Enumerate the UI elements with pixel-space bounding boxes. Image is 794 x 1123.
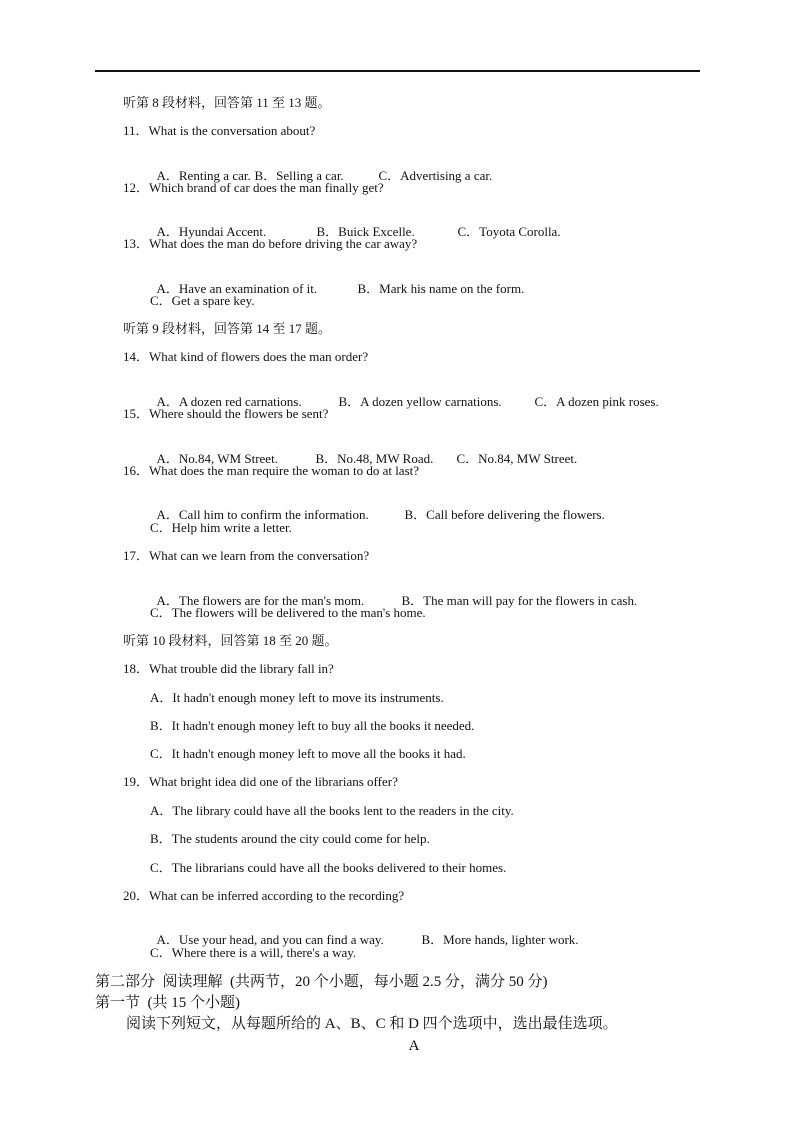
section-header: 听第 8 段材料，回答第 11 至 13 题。 <box>123 95 331 110</box>
question-text: 12．Which brand of car does the man finally get? <box>123 180 384 195</box>
passage-label: A <box>408 1038 420 1054</box>
option-a: A．Call him to confirm the information. <box>156 507 369 522</box>
option-b: B．More hands, lighter work. <box>421 932 579 947</box>
question-text: 15．Where should the flowers be sent? <box>123 406 329 421</box>
question-text: 14．What kind of flowers does the man order? <box>123 349 369 364</box>
option-c: C．Toyota Corolla. <box>457 224 561 239</box>
option-c: C．It hadn't enough money left to move all the books it had. <box>150 746 466 761</box>
question-text: 16．What does the man require the woman to do at last? <box>123 463 420 478</box>
question-text: 20．What can be inferred according to the recording? <box>123 888 405 903</box>
option-a: A．No.84, WM Street. <box>156 451 278 466</box>
part-title: 第二部分 阅读理解 (共两节，20 个小题，每小题 2.5 分，满分 50 分) <box>95 974 548 990</box>
option-c: C．Advertising a car. <box>378 168 493 183</box>
question-text: 13．What does the man do before driving the car away? <box>123 236 418 251</box>
option-c: C．Help him write a letter. <box>150 520 292 535</box>
option-a: A．It hadn't enough money left to move its instruments. <box>150 690 444 705</box>
option-a: A．Have an examination of it. <box>156 281 318 296</box>
option-a: A．A dozen red carnations. <box>156 394 302 409</box>
section-header: 听第 10 段材料，回答第 18 至 20 题。 <box>123 633 338 648</box>
option-c: C．The librarians could have all the books delivered to their homes. <box>150 860 507 875</box>
question-text: 19．What bright idea did one of the librarians offer? <box>123 774 398 789</box>
option-c: C．A dozen pink roses. <box>534 394 659 409</box>
question-options <box>150 491 605 523</box>
option-a: A．Renting a car. <box>156 168 251 183</box>
option-c: C．No.84, MW Street. <box>456 451 578 466</box>
section-title: 第一节 (共 15 个小题) <box>95 995 240 1011</box>
option-b: B．Selling a car. <box>254 168 344 183</box>
top-rule <box>95 70 700 72</box>
option-c: C．The flowers will be delivered to the man's home. <box>150 605 426 620</box>
option-b: B．The man will pay for the flowers in cash. <box>401 593 638 608</box>
section-header: 听第 9 段材料，回答第 14 至 17 题。 <box>123 321 332 336</box>
question-text: 18．What trouble did the library fall in? <box>123 661 334 676</box>
option-b: B．No.48, MW Road. <box>315 451 434 466</box>
option-b: B．Buick Excelle. <box>316 224 415 239</box>
question-text: 17．What can we learn from the conversation? <box>123 548 370 563</box>
question-text: 11．What is the conversation about? <box>123 123 316 138</box>
option-c: C．Get a spare key. <box>150 293 255 308</box>
option-b: B．It hadn't enough money left to buy all the books it needed. <box>150 718 475 733</box>
option-b: B．A dozen yellow carnations. <box>338 394 502 409</box>
option-a: A．Use your head, and you can find a way. <box>156 932 384 947</box>
option-b: B．Mark his name on the form. <box>357 281 525 296</box>
question-options <box>150 916 579 948</box>
option-a: A．The flowers are for the man's mom. <box>156 593 365 608</box>
option-c: C．Where there is a will, there's a way. <box>150 945 357 960</box>
option-b: B．Call before delivering the flowers. <box>404 507 605 522</box>
option-b: B．The students around the city could come for help. <box>150 831 430 846</box>
option-a: A．The library could have all the books lent to the readers in the city. <box>150 803 514 818</box>
instruction-text: 阅读下列短文，从每题所给的 A、B、C 和 D 四个选项中，选出最佳选项。 <box>126 1016 618 1032</box>
option-a: A．Hyundai Accent. <box>156 224 267 239</box>
